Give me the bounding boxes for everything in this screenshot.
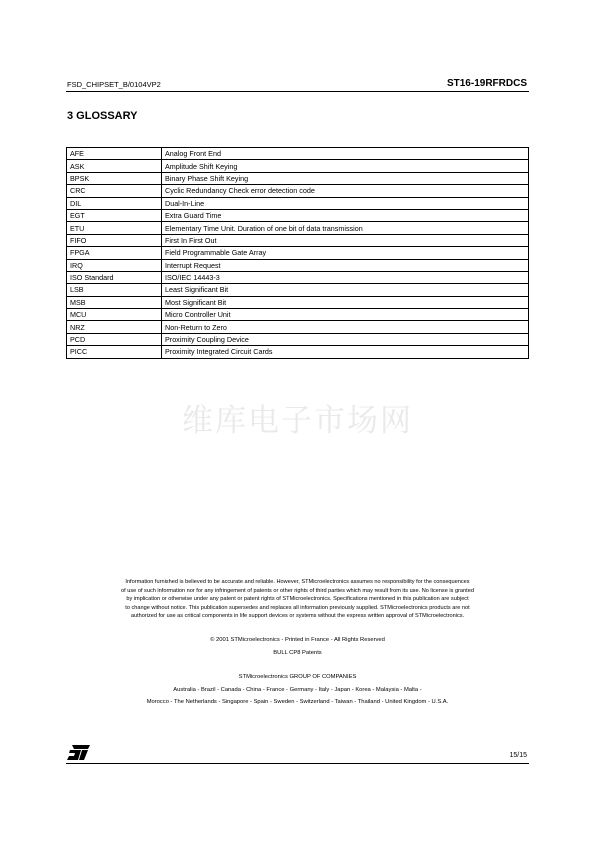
table-row xyxy=(67,185,529,197)
table-row xyxy=(67,247,529,259)
glossary-term: MCU xyxy=(67,309,162,321)
glossary-term: FIFO xyxy=(67,234,162,246)
glossary-definition: Analog Front End xyxy=(162,148,529,160)
glossary-definition: Interrupt Request xyxy=(162,259,529,271)
glossary-term: AFE xyxy=(67,148,162,160)
glossary-term: FPGA xyxy=(67,247,162,259)
glossary-definition: Non-Return to Zero xyxy=(162,321,529,333)
table-row xyxy=(67,321,529,333)
glossary-definition: Micro Controller Unit xyxy=(162,309,529,321)
glossary-term: IRQ xyxy=(67,259,162,271)
glossary-definition: Elementary Time Unit. Duration of one bit of data transmission xyxy=(162,222,529,234)
legal-line: of use of such information nor for any infringement of patents or other rights of third parties which may result from its use. No license is granted xyxy=(121,587,474,594)
glossary-definition: Proximity Integrated Circuit Cards xyxy=(162,346,529,358)
table-row xyxy=(67,160,529,172)
st-logo-icon xyxy=(67,744,91,761)
header-divider xyxy=(66,91,529,92)
patents-line: BULL CP8 Patents xyxy=(273,650,322,656)
glossary-term: BPSK xyxy=(67,172,162,184)
glossary-term: ISO Standard xyxy=(67,271,162,283)
glossary-definition: ISO/IEC 14443-3 xyxy=(162,271,529,283)
glossary-definition: First In First Out xyxy=(162,234,529,246)
glossary-definition: Most Significant Bit xyxy=(162,296,529,308)
glossary-definition: Least Significant Bit xyxy=(162,284,529,296)
copyright-line: © 2001 STMicroelectronics - Printed in France - All Rights Reserved xyxy=(210,637,385,643)
table-row xyxy=(67,271,529,283)
table-row xyxy=(67,296,529,308)
legal-line: Information furnished is believed to be accurate and reliable. However, STMicroelectronics assumes no responsibility for the consequences xyxy=(125,579,470,585)
legal-line: to change without notice. This publication supersedes and replaces all information previously supplied. STMicroelectronics products are not xyxy=(125,604,470,611)
table-row xyxy=(67,148,529,160)
glossary-term: ASK xyxy=(67,160,162,172)
table-row xyxy=(67,333,529,345)
legal-line: by implication or otherwise under any patent or patent rights of STMicroelectronics. Specifications mentioned in this publication are subject xyxy=(126,596,469,603)
glossary-term: EGT xyxy=(67,209,162,221)
watermark: 维库电子市场网 xyxy=(182,403,413,439)
legal-notice xyxy=(66,578,529,621)
glossary-term: CRC xyxy=(67,185,162,197)
section-title: 3 GLOSSARY xyxy=(67,110,138,122)
glossary-term: NRZ xyxy=(67,321,162,333)
glossary-term: PICC xyxy=(67,346,162,358)
document-code: FSD_CHIPSET_B/0104VP2 xyxy=(67,80,161,89)
glossary-definition: Binary Phase Shift Keying xyxy=(162,172,529,184)
table-row xyxy=(67,346,529,358)
glossary-definition: Field Programmable Gate Array xyxy=(162,247,529,259)
table-row xyxy=(67,259,529,271)
glossary-definition: Dual-In-Line xyxy=(162,197,529,209)
product-name: ST16-19RFRDCS xyxy=(446,78,527,89)
table-row xyxy=(67,197,529,209)
countries-line-2: Morocco - The Netherlands - Singapore - Spain - Sweden - Switzerland - Taiwan - Thailand - United Kingdom - U.S.A. xyxy=(146,699,449,705)
glossary-definition: Amplitude Shift Keying xyxy=(162,160,529,172)
glossary-table xyxy=(66,147,529,359)
glossary-definition: Cyclic Redundancy Check error detection code xyxy=(162,185,529,197)
table-row xyxy=(67,234,529,246)
table-row xyxy=(67,284,529,296)
table-row xyxy=(67,172,529,184)
glossary-term: ETU xyxy=(67,222,162,234)
glossary-definition: Extra Guard Time xyxy=(162,209,529,221)
legal-line: authorized for use as critical components in life support devices or systems without the express written approval of STMicroelectronics. xyxy=(130,613,465,620)
glossary-term: LSB xyxy=(67,284,162,296)
table-row xyxy=(67,222,529,234)
table-row xyxy=(67,209,529,221)
glossary-definition: Proximity Coupling Device xyxy=(162,333,529,345)
countries-line-1: Australia - Brazil - Canada - China - France - Germany - Italy - Japan - Korea - Malaysia - Malta - xyxy=(173,687,422,693)
footer-divider xyxy=(66,763,529,764)
glossary-term: PCD xyxy=(67,333,162,345)
glossary-term: DIL xyxy=(67,197,162,209)
glossary-term: MSB xyxy=(67,296,162,308)
page-number: 15/15 xyxy=(509,752,527,759)
table-row xyxy=(67,309,529,321)
group-line: STMicroelectronics GROUP OF COMPANIES xyxy=(238,674,357,680)
